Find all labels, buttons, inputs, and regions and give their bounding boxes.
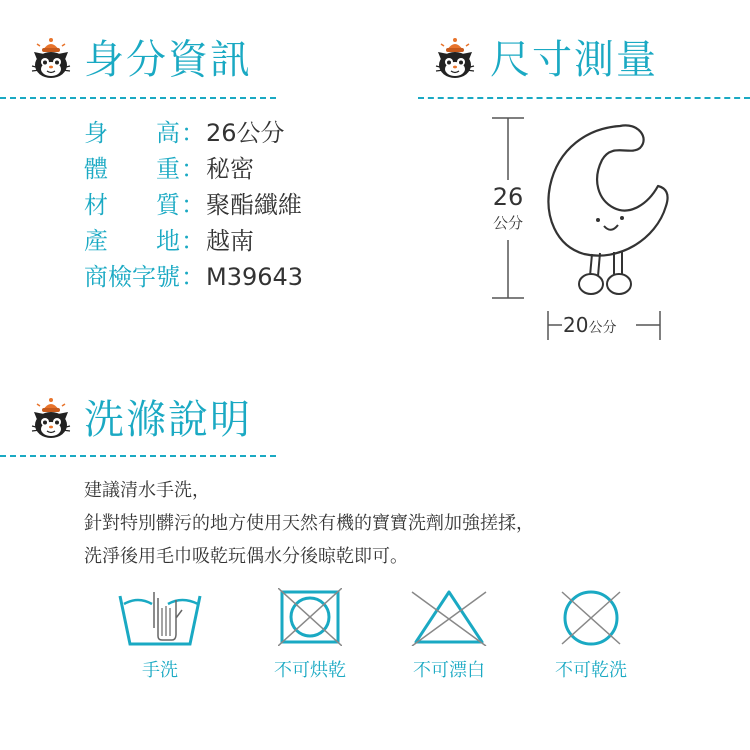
spec-separator: ：: [181, 155, 205, 183]
width-unit: 公分: [588, 320, 617, 336]
no-dry-clean-label: 不可乾洗: [555, 660, 627, 681]
spec-row: [84, 151, 254, 187]
no-tumble-dry-label: 不可烘乾: [274, 660, 346, 681]
no-bleach-label: 不可漂白: [413, 660, 485, 681]
cat-mascot-icon: [28, 396, 74, 442]
size-section-title: 尺寸測量: [490, 37, 658, 83]
cat-mascot-icon: [28, 36, 74, 82]
care-text-line: 針對特別髒污的地方使用天然有機的寶寶洗劑加強搓揉，: [84, 513, 534, 534]
care-divider: [0, 455, 276, 457]
spec-row: [84, 187, 302, 223]
height-unit: 公分: [492, 214, 523, 232]
height-value: 26: [492, 183, 524, 211]
spec-separator: ：: [181, 263, 205, 291]
spec-separator: ：: [181, 119, 205, 147]
care-section-title: 洗滌說明: [84, 397, 252, 443]
spec-row: [84, 115, 285, 151]
profile-divider: [0, 97, 276, 99]
spec-row: [84, 223, 254, 259]
cat-mascot-icon: [432, 36, 478, 82]
hand-wash-icon: [118, 588, 202, 646]
no-tumble-dry-icon: [278, 588, 342, 646]
spec-label: 材 質: [84, 191, 180, 219]
no-bleach-icon: [410, 588, 488, 646]
spec-value: 26公分: [206, 119, 285, 147]
spec-row: [84, 259, 303, 295]
spec-label: 產 地: [84, 227, 180, 255]
width-label: [563, 313, 616, 337]
profile-section-title: 身分資訊: [84, 37, 252, 83]
care-text-line: 洗淨後用毛巾吸乾玩偶水分後晾乾即可。: [84, 546, 408, 567]
hand-wash-label: 手洗: [142, 660, 178, 681]
width-value: 20: [563, 313, 589, 337]
spec-value: 聚酯纖維: [206, 191, 302, 219]
spec-separator: ：: [181, 227, 205, 255]
care-text-line: 建議清水手洗，: [84, 480, 210, 501]
no-dry-clean-icon: [558, 588, 624, 648]
spec-separator: ：: [181, 191, 205, 219]
spec-value: 越南: [206, 227, 254, 255]
spec-value: 秘密: [206, 155, 254, 183]
spec-label: 體 重: [84, 155, 180, 183]
spec-label: 身 高: [84, 119, 180, 147]
spec-label: 商檢字號: [84, 263, 180, 291]
size-divider: [418, 97, 750, 99]
spec-value: M39643: [206, 263, 304, 291]
